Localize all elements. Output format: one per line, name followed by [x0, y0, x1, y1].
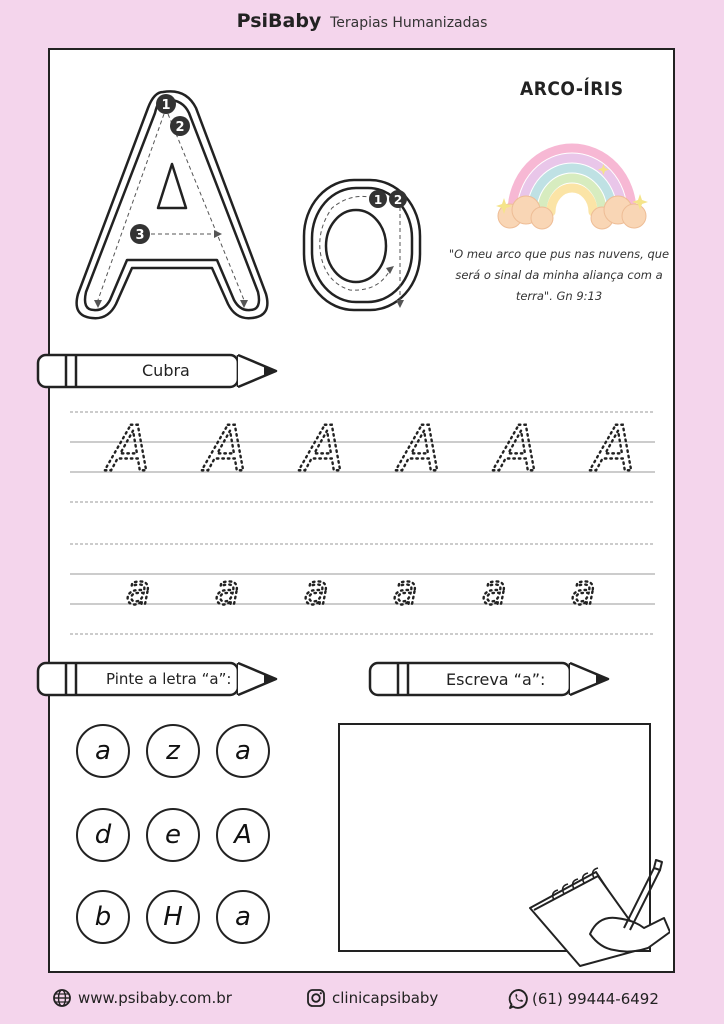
step-markers	[130, 94, 190, 244]
trace-letter-lower: a	[571, 568, 596, 614]
paint-label: Pinte a letra “a”:	[106, 670, 232, 688]
step-1-marker: 1	[161, 98, 171, 113]
trace-letter-lower: a	[304, 568, 329, 614]
letter-circle[interactable]: a	[216, 890, 270, 944]
brand-tagline: Terapias Humanizadas	[330, 15, 488, 31]
trace-letter-lower: a	[393, 568, 418, 614]
globe-icon	[52, 988, 72, 1008]
footer-phone[interactable]	[508, 988, 659, 1010]
trace-letter-lower: a	[215, 568, 240, 614]
letter-circle[interactable]: z	[146, 724, 200, 778]
instagram-icon	[306, 988, 326, 1008]
trace-letter-upper: A	[205, 412, 248, 485]
svg-text:1: 1	[373, 193, 383, 207]
worksheet	[48, 48, 675, 973]
trace-label: Cubra	[142, 361, 190, 380]
trace-letter-upper: A	[302, 412, 345, 485]
brand-name: PsiBaby	[236, 10, 322, 32]
letter-circle[interactable]: b	[76, 890, 130, 944]
whatsapp-icon	[508, 988, 530, 1010]
letter-circle[interactable]: a	[216, 724, 270, 778]
trace-letter-upper: A	[399, 412, 442, 485]
write-label: Escreva “a”:	[446, 670, 546, 689]
letter-circle[interactable]: e	[146, 808, 200, 862]
brand-header	[0, 10, 724, 32]
trace-letter-upper: A	[108, 412, 151, 485]
svg-text:2: 2	[393, 193, 403, 207]
letter-circle[interactable]: d	[76, 808, 130, 862]
rainbow-title: ARCO-ÍRIS	[520, 78, 624, 100]
footer	[0, 984, 724, 1014]
phone-text: (61) 99444-6492	[532, 990, 659, 1008]
tracing-rows	[70, 408, 655, 638]
footer-website[interactable]	[52, 988, 232, 1008]
trace-letter-upper: A	[593, 412, 636, 485]
step-3-marker: 3	[135, 228, 145, 243]
step-2-marker: 2	[175, 120, 185, 135]
website-text: www.psibaby.com.br	[78, 989, 232, 1007]
letter-circle[interactable]: a	[76, 724, 130, 778]
trace-letter-upper: A	[496, 412, 539, 485]
trace-letter-lower: a	[482, 568, 507, 614]
letter-circle[interactable]: H	[146, 890, 200, 944]
trace-letter-lower: a	[126, 568, 151, 614]
instagram-text: clinicapsibaby	[332, 989, 439, 1007]
footer-instagram[interactable]	[306, 988, 438, 1008]
bible-verse: "O meu arco que pus nas nuvens, que será o sinal da minha aliança com a terra". Gn 9:13	[448, 247, 670, 303]
big-letters-illustration	[68, 78, 428, 328]
letter-circle[interactable]: A	[216, 808, 270, 862]
notebook-writing-icon	[524, 848, 670, 968]
rainbow-icon	[492, 112, 652, 236]
